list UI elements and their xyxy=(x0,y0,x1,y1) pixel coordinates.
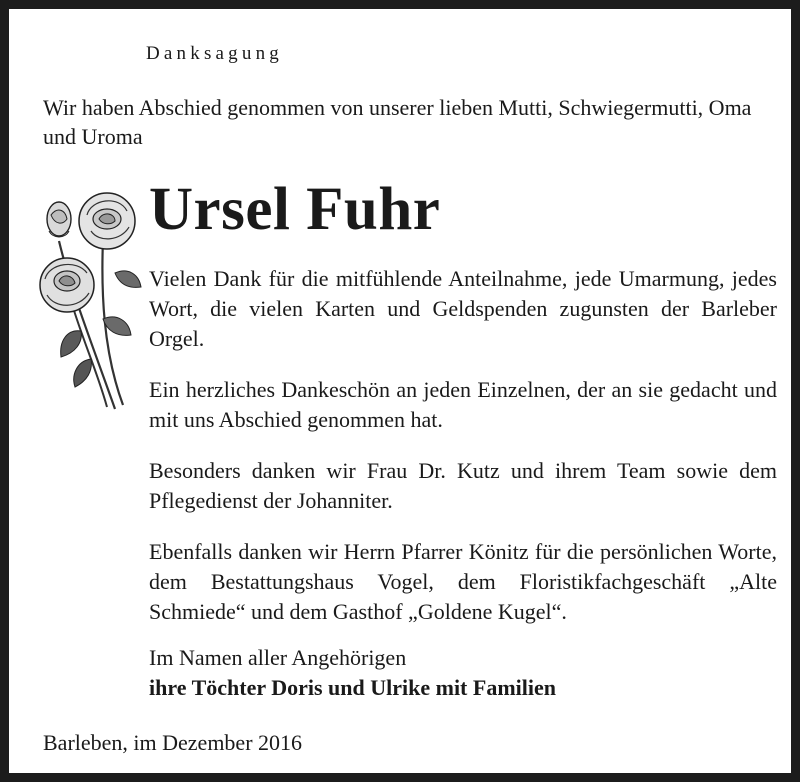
thanks-paragraph-2: Ein herzliches Dankeschön an jeden Einzelnen, der an sie gedacht und mit uns Abschied genommen hat. xyxy=(149,377,777,432)
place-and-date: Barleben, im Dezember 2016 xyxy=(43,730,303,755)
thanks-paragraph-4: Ebenfalls danken wir Herrn Pfarrer Könitz für die persönlichen Worte, dem Bestattungshaus Vogel, dem Floristikfachgeschäft „Alte Schmiede“ und dem Gasthof „Goldene Kugel“. xyxy=(149,539,777,624)
signature-names: ihre Töchter Doris und Ulrike mit Familien xyxy=(149,675,556,700)
signature-lead: Im Namen aller Angehörigen xyxy=(149,645,407,670)
notice-heading: Danksagung xyxy=(146,43,283,64)
intro-text: Wir haben Abschied genommen von unserer lieben Mutti, Schwiegermutti, Oma und Uroma xyxy=(43,95,752,149)
thanks-paragraph-1: Vielen Dank für die mitfühlende Anteilnahme, jede Umarmung, jedes Wort, die vielen Karten und Geldspenden zugunsten der Barleber Orgel. xyxy=(149,266,777,351)
deceased-name: Ursel Fuhr xyxy=(149,176,441,243)
roses-illustration-icon xyxy=(31,181,149,413)
thanks-paragraph-3: Besonders danken wir Frau Dr. Kutz und ihrem Team sowie dem Pflegedienst der Johanniter. xyxy=(149,458,777,513)
